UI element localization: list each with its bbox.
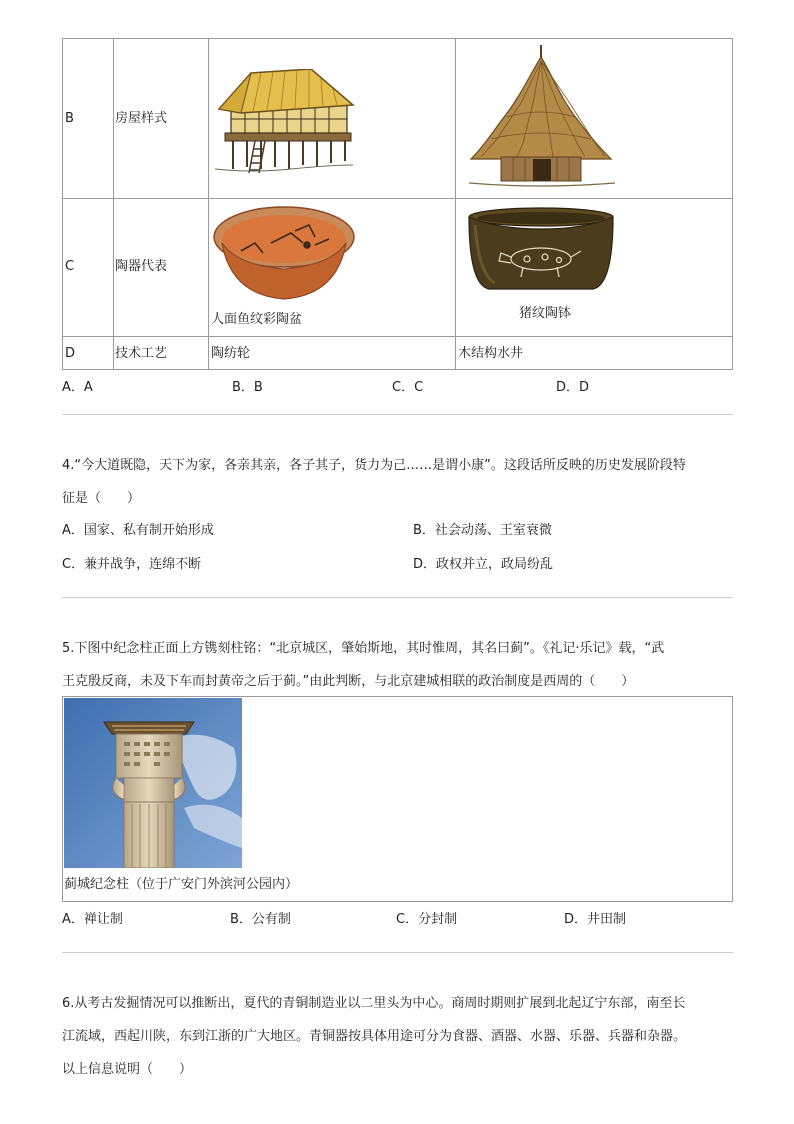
question-4-stem bbox=[62, 449, 734, 515]
option-d: D．D bbox=[556, 380, 590, 395]
item-caption: 猪纹陶钵 bbox=[519, 306, 572, 321]
row-category: 陶器代表 bbox=[115, 259, 168, 274]
item-caption: 木结构水井 bbox=[458, 346, 524, 361]
stem-line: 6.从考古发掘情况可以推断出，夏代的青铜制造业以二里头为中心。商周时期则扩展到北起辽宁东部，南至长 bbox=[62, 996, 686, 1011]
question-separator bbox=[62, 597, 733, 598]
stem-line: 以上信息说明（ ） bbox=[62, 1062, 193, 1077]
table-divider bbox=[208, 39, 209, 369]
table-divider bbox=[63, 198, 732, 199]
option-b: B．社会动荡、王室衰微 bbox=[413, 523, 552, 538]
stilt-house-image bbox=[211, 69, 356, 174]
option-c: C．C bbox=[392, 380, 424, 395]
stem-line: 5.下图中纪念柱正面上方镌刻柱铭：“北京城区，肇始斯地，其时惟周，其名曰蓟”。《礼记·乐记》载，“武 bbox=[62, 641, 665, 656]
stem-line: 王克殷反商，未及下车而封黄帝之后于蓟。”由此判断，与北京建城相联的政治制度是西周的（ ） bbox=[62, 674, 635, 689]
option-a: A．禅让制 bbox=[62, 912, 123, 927]
question-5-stem bbox=[62, 632, 734, 698]
table-divider bbox=[455, 39, 456, 369]
option-c: C．兼并战争，连绵不断 bbox=[62, 557, 202, 572]
figure-box bbox=[62, 696, 733, 902]
thatched-hut-image bbox=[461, 43, 621, 193]
option-b: B．公有制 bbox=[230, 912, 291, 927]
table-divider bbox=[113, 39, 114, 369]
item-caption: 陶纺轮 bbox=[211, 346, 251, 361]
option-d: D．井田制 bbox=[564, 912, 627, 927]
option-a: A．国家、私有制开始形成 bbox=[62, 523, 214, 538]
option-d: D．政权并立，政局纷乱 bbox=[413, 557, 554, 572]
row-letter: B bbox=[65, 111, 74, 126]
row-letter: D bbox=[65, 346, 76, 361]
stem-line: 4.“今大道既隐，天下为家，各亲其亲，各子其子，货力为己……是谓小康”。这段话所反映的历史发展阶段特 bbox=[62, 458, 686, 473]
row-category: 技术工艺 bbox=[115, 346, 168, 361]
option-a: A．A bbox=[62, 380, 93, 395]
question-separator bbox=[62, 952, 733, 953]
row-category: 房屋样式 bbox=[115, 111, 168, 126]
memorial-column-photo bbox=[64, 698, 242, 868]
stem-line: 江流域，西起川陕，东到江浙的广大地区。青铜器按具体用途可分为食器、酒器、水器、乐器、兵器和杂器。 bbox=[62, 1029, 687, 1044]
figure-caption: 蓟城纪念柱（位于广安门外滨河公园内） bbox=[64, 877, 299, 892]
row-letter: C bbox=[65, 259, 75, 274]
comparison-table bbox=[62, 38, 733, 370]
question-separator bbox=[62, 414, 733, 415]
fish-face-pottery-basin-image bbox=[211, 203, 357, 303]
table-divider bbox=[63, 336, 732, 337]
pig-pattern-pottery-bowl-image bbox=[465, 205, 617, 295]
question-6-stem bbox=[62, 987, 734, 1086]
stem-line: 征是（ ） bbox=[62, 491, 141, 506]
option-b: B．B bbox=[232, 380, 263, 395]
option-c: C．分封制 bbox=[396, 912, 458, 927]
item-caption: 人面鱼纹彩陶盆 bbox=[211, 312, 303, 327]
